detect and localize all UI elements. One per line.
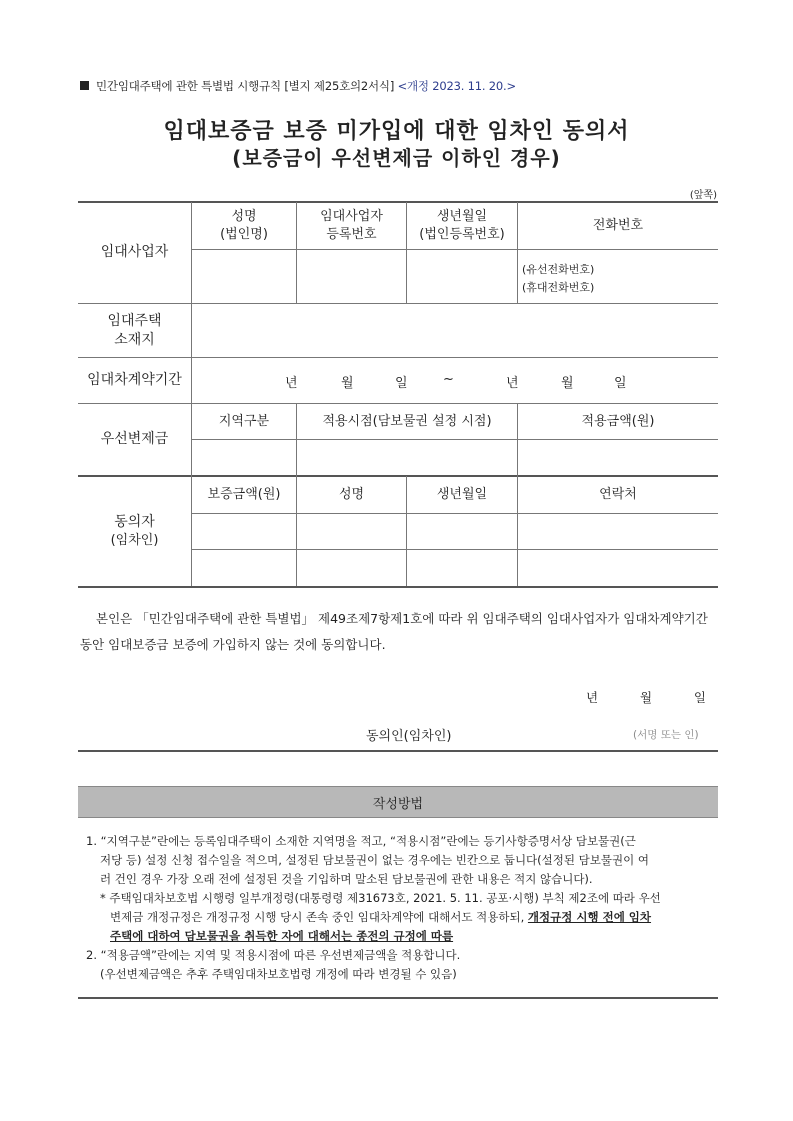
form-subtitle: (보증금이 우선변제금 이하인 경우): [232, 146, 561, 170]
landlord-birth-header: [407, 202, 517, 249]
end-day-label: 일: [614, 376, 627, 391]
signing-date[interactable]: [586, 688, 706, 706]
consenter-row[interactable]: [192, 514, 718, 549]
note-emphasis: 주택에 대하여 담보물권을 취득한 자에 대해서는 종전의 규정에 따름: [110, 929, 454, 943]
landlord-reg-header: [297, 202, 406, 249]
landlord-label: 임대사업자: [100, 244, 169, 261]
header-text: 성명: [231, 208, 257, 224]
house-address-label: [78, 304, 191, 357]
header-subtext: (법인등록번호): [419, 226, 505, 242]
apply-time-header: 적용시점(담보물권 설정 시점): [322, 413, 492, 429]
start-day-label: 일: [395, 376, 408, 391]
square-bullet-icon: [80, 81, 89, 90]
landlord-phone-field[interactable]: [518, 250, 718, 303]
start-month-label: 월: [341, 376, 354, 391]
header-text: 임대사업자: [320, 208, 383, 224]
landline-label: (유선전화번호): [522, 263, 595, 276]
guide-notes: [86, 832, 718, 984]
consent-statement: 본인은 「민간임대주택에 관한 특별법」 제49조제7항제1호에 따라 위 임대주택의 임대사업자가 임대차계약기간 동안 임대보증금 보증에 가입하지 않는 것에 동의합니다.: [80, 611, 708, 652]
house-address-field[interactable]: [192, 304, 718, 357]
apply-amount-header: 적용금액(원): [581, 413, 655, 429]
note-line: * 주택임대차보호법 시행령 일부개정령(대통령령 제31673호, 2021. 5. 11. 공포·시행) 부칙 제2조에 따라 우선: [100, 891, 661, 905]
label-line: 소재지: [114, 331, 155, 348]
deposit-header: 보증금액(원): [207, 487, 281, 503]
note-line: (우선변제금액은 추후 주택임대차보호법령 개정에 따라 변경될 수 있음): [100, 967, 457, 981]
date-year-label: 년: [586, 690, 599, 705]
consenter-row[interactable]: [192, 550, 718, 586]
region-header: 지역구분: [218, 413, 270, 429]
landlord-name-header: [192, 202, 296, 249]
header-subtext: (법인명): [220, 226, 268, 242]
landlord-birth-field[interactable]: [407, 250, 517, 303]
lease-period-field[interactable]: [192, 358, 718, 403]
table-bottom-border: [78, 586, 718, 588]
page-side-label: (앞쪽): [689, 190, 717, 201]
region-field[interactable]: [192, 440, 296, 475]
form-reference: [80, 78, 516, 94]
end-year-label: 년: [506, 376, 519, 391]
revision-date: <개정 2023. 11. 20.>: [397, 79, 516, 93]
consenter-name-header: 성명: [338, 487, 365, 503]
note-line: 저당 등) 설정 신청 접수일을 적으며, 설정된 담보물권이 없는 경우에는 빈칸으로 둡니다(설정된 담보물권이 여: [100, 853, 649, 867]
note-line: 러 건인 경우 가장 오래 전에 설정된 것을 기입하며 말소된 담보물권에 관한 내용은 적지 않습니다).: [100, 872, 593, 886]
end-month-label: 월: [561, 376, 574, 391]
note-line: 1. “지역구분”란에는 등록임대주택이 소재한 지역명을 적고, “적용시점”란에는 등기사항증명서상 담보물권(근: [86, 834, 636, 848]
consenter-label: [78, 477, 191, 586]
date-day-label: 일: [693, 690, 706, 705]
note-text: 변제금 개정규정은 개정규정 시행 당시 존속 중인 임대차계약에 대해서도 적용하되,: [110, 910, 528, 924]
page-bottom-border: [78, 997, 718, 999]
header-subtext: 등록번호: [326, 226, 377, 242]
mobile-label: (휴대전화번호): [522, 281, 595, 294]
consenter-sign-label: 동의인(임차인): [366, 729, 452, 744]
landlord-reg-field[interactable]: [297, 250, 406, 303]
label-line: 동의자: [114, 514, 155, 531]
priority-label: 우선변제금: [100, 431, 169, 448]
guide-header: 작성방법: [78, 786, 718, 818]
tilde-separator: ~: [443, 372, 454, 387]
consenter-contact-header: 연락처: [599, 487, 637, 503]
section-divider: [78, 750, 718, 752]
lease-period-label: 임대차계약기간: [87, 372, 182, 389]
start-year-label: 년: [285, 376, 298, 391]
apply-amount-field[interactable]: [518, 440, 718, 475]
form-reference-text: 민간임대주택에 관한 특별법 시행규칙 [별지 제25호의2서식]: [96, 79, 395, 93]
signature-field[interactable]: (서명 또는 인): [633, 729, 699, 741]
consenter-birth-header: 생년월일: [436, 487, 488, 503]
note-line: 2. “적용금액”란에는 지역 및 적용시점에 따른 우선변제금액을 적용합니다.: [86, 948, 461, 962]
apply-time-field[interactable]: [297, 440, 517, 475]
landlord-name-field[interactable]: [192, 250, 296, 303]
date-month-label: 월: [639, 690, 653, 705]
label-line: (임차인): [110, 533, 159, 549]
note-emphasis: 개정규정 시행 전에 임차: [527, 910, 652, 924]
header-text: 생년월일: [436, 208, 488, 224]
note-line: [86, 908, 718, 927]
label-line: 임대주택: [107, 312, 162, 329]
form-title: 임대보증금 보증 미가입에 대한 임차인 동의서: [163, 119, 630, 144]
note-line: [86, 927, 718, 946]
landlord-phone-header: 전화번호: [592, 217, 644, 233]
